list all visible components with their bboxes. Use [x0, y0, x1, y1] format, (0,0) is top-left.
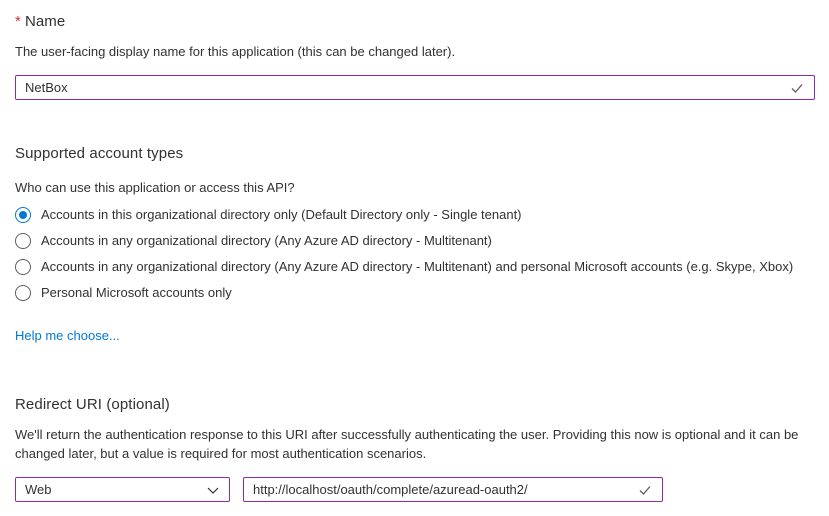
- radio-button-icon: [15, 207, 31, 223]
- radio-button-icon: [15, 285, 31, 301]
- radio-single-tenant[interactable]: [15, 207, 815, 223]
- redirect-uri-input[interactable]: [243, 477, 663, 502]
- redirect-uri-title: Redirect URI (optional): [15, 396, 170, 413]
- required-asterisk: *: [15, 13, 21, 30]
- radio-label: Accounts in any organizational directory (Any Azure AD directory - Multitenant): [41, 233, 492, 248]
- account-types-question: Who can use this application or access this API?: [15, 180, 295, 195]
- name-input[interactable]: [15, 75, 815, 100]
- platform-select-value: Web: [25, 482, 52, 497]
- account-types-title: Supported account types: [15, 145, 184, 162]
- redirect-uri-value: http://localhost/oauth/complete/azuread-oauth2/: [253, 482, 528, 497]
- chevron-down-icon: [206, 483, 220, 497]
- radio-multitenant[interactable]: [15, 233, 815, 249]
- redirect-uri-description: We'll return the authentication response to this URI after successfully authenticating the user. Providing this now is optional and it can be changed later, but a value is required for most authentication scenarios.: [15, 427, 799, 461]
- checkmark-icon: [789, 80, 805, 96]
- radio-multitenant-personal[interactable]: [15, 259, 815, 275]
- account-types-radio-group: [15, 207, 815, 301]
- radio-personal-only[interactable]: [15, 285, 815, 301]
- name-section-title: [15, 11, 815, 32]
- name-title-text: Name: [24, 13, 66, 30]
- checkmark-icon: [637, 482, 653, 498]
- radio-label: Personal Microsoft accounts only: [41, 285, 232, 300]
- redirect-uri-row: [15, 477, 815, 502]
- radio-button-icon: [15, 233, 31, 249]
- name-input-value: NetBox: [25, 80, 68, 95]
- help-me-choose-link[interactable]: Help me choose...: [15, 328, 120, 343]
- platform-select[interactable]: [15, 477, 230, 502]
- radio-label: Accounts in this organizational directory only (Default Directory only - Single tenant): [41, 207, 522, 222]
- name-description: The user-facing display name for this application (this can be changed later).: [15, 44, 456, 59]
- radio-label: Accounts in any organizational directory (Any Azure AD directory - Multitenant) and personal Microsoft accounts (e.g. Skype, Xbox): [41, 259, 794, 274]
- radio-button-icon: [15, 259, 31, 275]
